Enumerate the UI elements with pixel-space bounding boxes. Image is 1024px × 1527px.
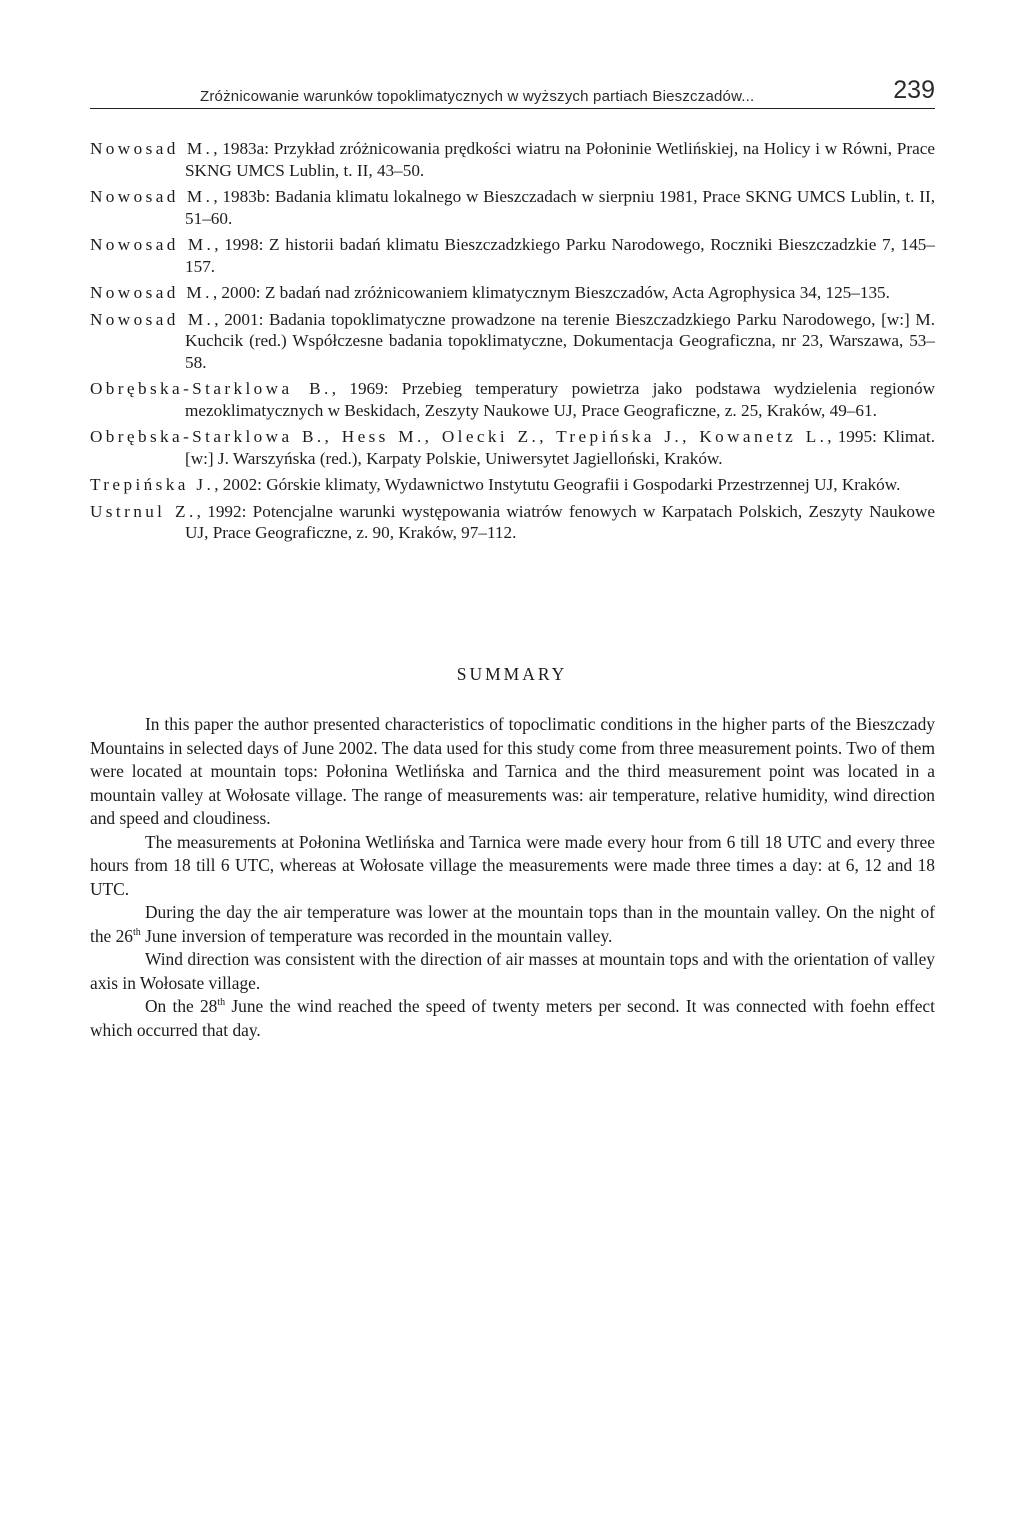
reference-entry [90,309,935,374]
reference-entry [90,378,935,421]
summary-paragraph [90,901,935,948]
reference-author: Nowosad M. [90,139,214,158]
summary-body [90,713,935,1042]
page-number: 239 [893,76,935,104]
reference-author: Obrębska-Starklowa B., Hess M., Olecki Z., Trepińska J., Kowanetz L. [90,427,828,446]
summary-paragraph: Wind direction was consistent with the direction of air masses at mountain tops and with the orientation of valley axis in Wołosate village. [90,949,935,993]
reference-entry [90,282,935,304]
reference-author: Ustrnul Z. [90,501,197,521]
reference-entry [90,474,935,496]
reference-text: , 1983b: Badania klimatu lokalnego w Bieszczadach w sierpniu 1981, Prace SKNG UMCS Lublin, t. II, 51–60. [185,187,935,228]
reference-author: Obrębska-Starklowa B. [90,379,332,398]
reference-entry [90,501,935,544]
reference-entry [90,186,935,229]
reference-text: , 1998: Z historii badań klimatu Bieszczadzkiego Parku Narodowego, Roczniki Bieszczadzkie 7, 145–157. [185,235,935,276]
running-header [90,74,935,109]
reference-text: , 1992: Potencjalne warunki występowania wiatrów fenowych w Karpatach Polskich, Zeszyty Naukowe UJ, Prace Geograficzne, z. 90, Kraków, 97–112. [185,501,935,542]
running-title: Zróżnicowanie warunków topoklimatycznych w wyższych partiach Bieszczadów... [200,88,755,105]
reference-text: , 1983a: Przykład zróżnicowania prędkości wiatru na Połoninie Wetlińskiej, na Holicy i w Równi, Prace SKNG UMCS Lublin, t. II, 43–50. [185,139,935,180]
reference-author: Nowosad M. [90,309,215,329]
reference-author: Trepińska J. [90,475,215,494]
summary-text: On the 28 [145,996,218,1016]
summary-text: June the wind reached the speed of twenty meters per second. It was connected with foehn effect which occurred that day. [90,996,935,1040]
summary-paragraph: In this paper the author presented characteristics of topoclimatic conditions in the higher parts of the Bieszczady Mountains in selected days of June 2002. The data used for this study come from three measurement points. Two of them were located at mountain tops: Połonina Wetlińska and Tarnica and the third measurement point was located in a mountain valley at Wołosate village. The range of measurements was: air temperature, relative humidity, wind direction and speed and cloudiness. [90,714,935,828]
reference-author: Nowosad M. [90,235,215,254]
reference-author: Nowosad M. [90,283,213,302]
reference-text: , 1995: Klimat. [w:] J. Warszyńska (red.), Karpaty Polskie, Uniwersytet Jagielloński, Kraków. [185,427,935,468]
summary-text: During the day the air temperature was lower at the mountain tops than in the mountain valley. On the night of the 26 [90,902,935,946]
reference-author: Nowosad M. [90,187,214,206]
summary-text: June inversion of temperature was recorded in the mountain valley. [140,925,613,946]
ordinal-suffix: th [217,997,226,1009]
reference-text: , 1969: Przebieg temperatury powietrza jako podstawa wydzielenia regionów mezoklimatycznych w Beskidach, Zeszyty Naukowe UJ, Prace Geograficzne, z. 25, Kraków, 49–61. [185,379,936,420]
summary-paragraph [90,995,935,1042]
summary-heading: SUMMARY [456,664,568,684]
summary-paragraph: The measurements at Połonina Wetlińska and Tarnica were made every hour from 6 till 18 UTC and every three hours from 18 till 6 UTC, whereas at Wołosate village the measurements were made three times a day: at 6, 12 and 18 UTC. [90,831,935,899]
reference-text: , 2001: Badania topoklimatyczne prowadzone na terenie Bieszczadzkiego Parku Narodowego, [w:] M. Kuchcik (red.) Współczesne badania topoklimatyczne, Dokumentacja Geograficzna, nr 23, Warszawa, 53–58. [185,309,935,372]
ordinal-suffix: th [132,926,141,938]
reference-entry [90,426,935,469]
reference-text: , 2000: Z badań nad zróżnicowaniem klimatycznym Bieszczadów, Acta Agrophysica 34, 125–135. [212,283,890,302]
reference-entry [90,234,935,277]
reference-text: , 2002: Górskie klimaty, Wydawnictwo Instytutu Geografii i Gospodarki Przestrzennej UJ, Kraków. [214,475,901,494]
reference-entry [90,138,935,181]
references-list [90,138,935,549]
